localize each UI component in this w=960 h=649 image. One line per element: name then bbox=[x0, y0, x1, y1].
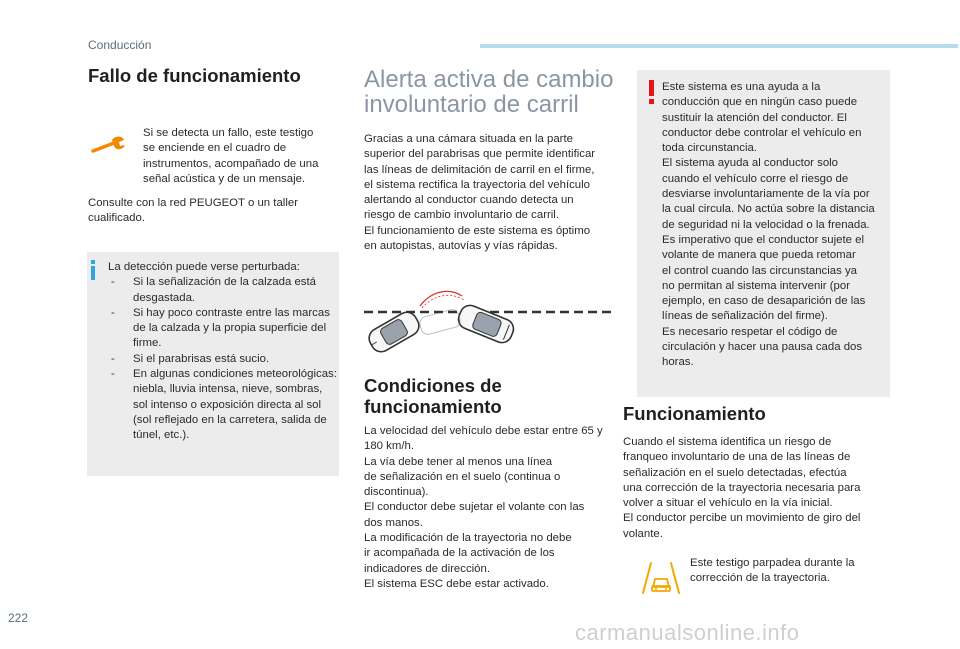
page-number: 222 bbox=[8, 611, 29, 625]
info-icon bbox=[91, 260, 95, 278]
watermark: carmanualsonline.info bbox=[575, 620, 800, 645]
info-list bbox=[107, 275, 338, 443]
operation-title: Funcionamiento bbox=[623, 403, 766, 424]
info-box bbox=[87, 252, 339, 476]
header-bar bbox=[480, 44, 958, 48]
fault-warning-text: Si se detecta un fallo, este testigo se enciende en el cuadro de instrumentos, acompañado de una señal acústica y de un mensaje. bbox=[143, 127, 319, 185]
warning-box bbox=[637, 70, 890, 397]
conditions-title: Condiciones de funcionamiento bbox=[364, 375, 502, 417]
warning-box-text: Este sistema es una ayuda a la conducción que en ningún caso puede sustituir la atención del conductor. El conductor debe controlar el vehículo en toda circunstancia. El sistema ayuda al conductor solo cuando el vehículo corre el riesgo de desviarse involuntariamente de la vía por la cual circula. No actúa sobre la distancia de seguridad ni la velocidad o la frenada. Es imperativo que el conductor sujete el volante de manera que pueda retomar el control cuando las circunstancias ya no permitan al sistema intervenir (por ejemplo, en caso de desaparición de las líneas de señalización del firme). Es necesario respetar el código de circulación y hacer una pausa cada dos horas. bbox=[662, 81, 875, 369]
consult-text: Consulte con la red PEUGEOT o un taller cualificado. bbox=[88, 197, 298, 225]
operation-text: Cuando el sistema identifica un riesgo de franqueo involuntario de una de las líneas de señalización en el suelo detectadas, efectúa una corrección de la trayectoria necesaria para volver a situar el vehículo en la vía inicial. El conductor percibe un movimiento de giro del volante. bbox=[623, 436, 861, 540]
list-item: - Si el parabrisas está sucio. bbox=[107, 352, 338, 367]
list-item: - Si la señalización de la calzada está desgastada. bbox=[107, 275, 338, 306]
fault-title: Fallo de funcionamiento bbox=[88, 65, 301, 86]
section-label: Conducción bbox=[88, 38, 152, 52]
lane-alert-intro: Gracias a una cámara situada en la parte superior del parabrisas que permite identificar las líneas de delimitación de carril en el firme, el sistema rectifica la trayectoria del vehículo alertando al conductor cuando detecta un riesgo de cambio involuntario de carril. El funcionamiento de este sistema es óptimo en autopistas, autovías y vías rápidas. bbox=[364, 133, 596, 253]
lane-fault-wrench-icon bbox=[90, 135, 128, 155]
list-item: - En algunas condiciones meteorológicas: niebla, lluvia intensa, nieve, sombras, sol intenso o exposición directa al sol (sol reflejado en la carretera, salida de túnel, etc.). bbox=[107, 367, 338, 443]
lane-departure-cars-illustration bbox=[362, 282, 618, 360]
conditions-text: La velocidad del vehículo debe estar entre 65 y 180 km/h. La vía debe tener al menos una línea de señalización en el suelo (continua o discontinua). El conductor debe sujetar el volante con las dos manos. La modificación de la trayectoria no debe ir acompañada de la activación de los indicadores de dirección. El sistema ESC debe estar activado. bbox=[364, 425, 603, 590]
exclamation-icon bbox=[647, 80, 657, 104]
list-item: - Si hay poco contraste entre las marcas de la calzada y la propia superficie del firme. bbox=[107, 306, 338, 352]
info-intro: La detección puede verse perturbada: bbox=[108, 261, 300, 273]
lane-assist-active-icon bbox=[641, 561, 681, 595]
lane-alert-title: Alerta activa de cambio involuntario de carril bbox=[364, 66, 614, 118]
lamp-text: Este testigo parpadea durante la corrección de la trayectoria. bbox=[690, 557, 855, 585]
